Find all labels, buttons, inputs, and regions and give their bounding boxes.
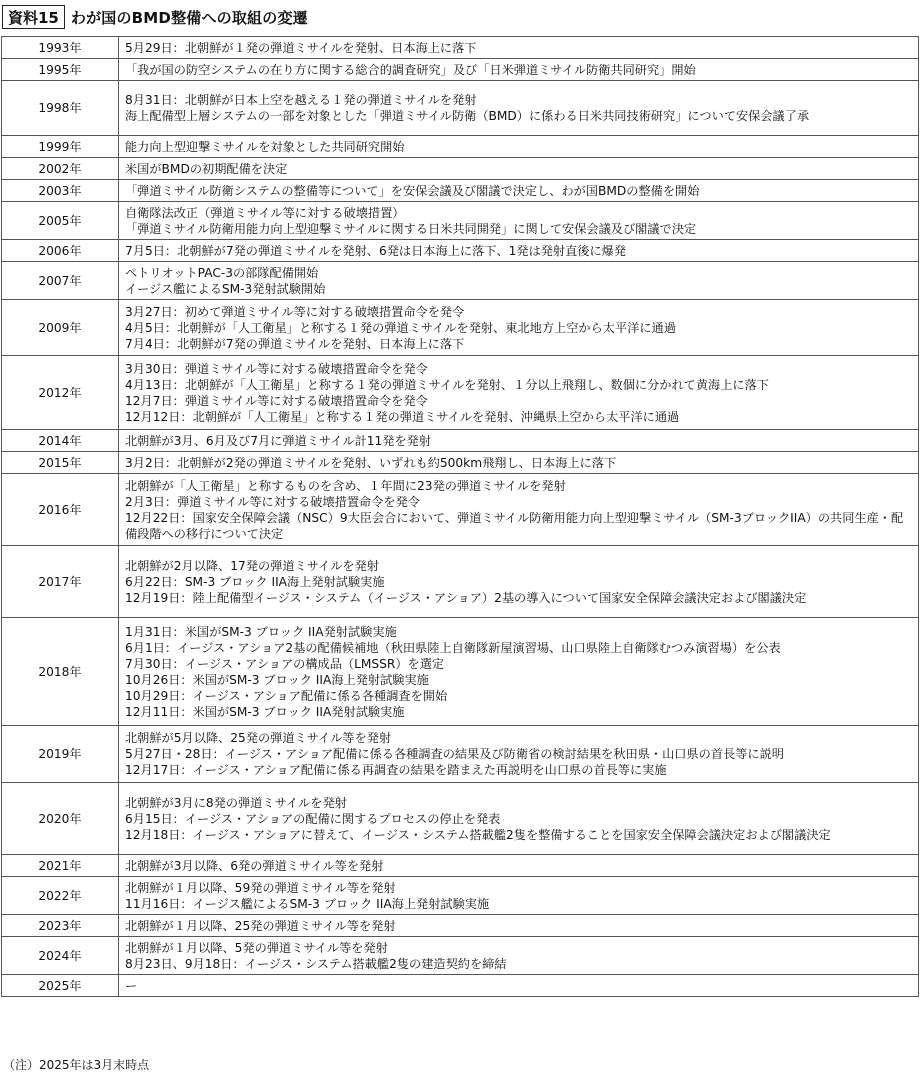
event-line: 12月12日：北朝鮮が「人工衛星」と称する１発の弾道ミサイルを発射、沖縄県上空から太平洋に通過	[125, 409, 680, 424]
event-line: 10月29日：イージス・アショア配備に係る各種調査を開始	[125, 688, 448, 703]
table-row	[2, 300, 919, 356]
year-cell: 2006年	[2, 240, 119, 262]
event-line: 北朝鮮が「人工衛星」と称するものを含め、１年間に23発の弾道ミサイルを発射	[125, 478, 566, 493]
event-line: 1月31日：米国がSM-3 ブロック IIA発射試験実施	[125, 624, 397, 639]
table-row	[2, 136, 919, 158]
event-line: ペトリオットPAC-3の部隊配備開始	[125, 265, 319, 280]
event-cell	[119, 915, 919, 937]
event-line: 北朝鮮が5月以降、25発の弾道ミサイル等を発射	[125, 731, 392, 745]
table-row	[2, 937, 919, 975]
event-line: 6月15日：イージス・アショアの配備に関するプロセスの停止を発表	[125, 811, 501, 826]
event-line: 7月30日：イージス・アショアの構成品（LMSSR）を選定	[125, 656, 445, 671]
event-line: 3月2日：北朝鮮が2発の弾道ミサイルを発射、いずれも約500km飛翔し、日本海上に落下	[125, 455, 617, 470]
event-line: 12月22日：国家安全保障会議（NSC）9大臣会合において、弾道ミサイル防衛用能力向上型迎撃ミサイル（SM-3ブロックIIA）の共同生産・配備段階への移行について決定	[125, 510, 904, 541]
table-row	[2, 180, 919, 202]
document-badge: 資料15	[2, 5, 65, 29]
event-cell	[119, 430, 919, 452]
header	[2, 4, 308, 30]
table-row	[2, 158, 919, 180]
table-row	[2, 783, 919, 855]
table-row	[2, 37, 919, 59]
event-cell	[119, 546, 919, 618]
year-cell: 2024年	[2, 937, 119, 975]
event-line: 8月23日、9月18日：イージス・システム搭載艦2隻の建造契約を締結	[125, 956, 507, 971]
event-cell	[119, 783, 919, 855]
event-cell	[119, 474, 919, 546]
table-row	[2, 202, 919, 240]
year-cell: 2015年	[2, 452, 119, 474]
event-line: 4月5日：北朝鮮が「人工衛星」と称する１発の弾道ミサイルを発射、東北地方上空から太平洋に通過	[125, 320, 676, 335]
event-cell	[119, 158, 919, 180]
year-cell: 2002年	[2, 158, 119, 180]
year-cell: 2022年	[2, 877, 119, 915]
event-line: 8月31日：北朝鮮が日本上空を越える１発の弾道ミサイルを発射	[125, 93, 477, 107]
table-row	[2, 855, 919, 877]
event-line: 北朝鮮が3月以降、6発の弾道ミサイル等を発射	[125, 858, 384, 873]
history-table	[1, 36, 919, 997]
event-line: 12月11日：米国がSM-3 ブロック IIA発射試験実施	[125, 704, 405, 719]
year-cell: 2005年	[2, 202, 119, 240]
event-cell	[119, 452, 919, 474]
event-line: 10月26日：米国がSM-3 ブロック IIA海上発射試験実施	[125, 672, 429, 687]
event-line: 「弾道ミサイル防衛システムの整備等について」を安保会議及び閣議で決定し、わが国BMDの整備を開始	[125, 183, 700, 198]
year-cell: 1993年	[2, 37, 119, 59]
event-line: 12月7日：弾道ミサイル等に対する破壊措置命令を発令	[125, 393, 428, 408]
table-row	[2, 262, 919, 300]
event-line: 12月19日：陸上配備型イージス・システム（イージス・アショア）2基の導入について国家安全保障会議決定および閣議決定	[125, 590, 807, 605]
event-line: 12月18日：イージス・アショアに替えて、イージス・システム搭載艦2隻を整備することを国家安全保障会議決定および閣議決定	[125, 827, 831, 842]
event-line: 北朝鮮が１月以降、5発の弾道ミサイル等を発射	[125, 940, 388, 955]
event-line: 能力向上型迎撃ミサイルを対象とした共同研究開始	[125, 139, 405, 154]
event-line: 11月16日：イージス艦によるSM-3 ブロック IIA海上発射試験実施	[125, 896, 490, 911]
table-row	[2, 59, 919, 81]
event-line: 北朝鮮が2月以降、17発の弾道ミサイルを発射	[125, 558, 379, 573]
event-cell	[119, 81, 919, 136]
event-cell	[119, 180, 919, 202]
year-cell: 2012年	[2, 356, 119, 430]
event-line: 「弾道ミサイル防衛用能力向上型迎撃ミサイルに関する日米共同開発」に関して安保会議及び閣議で決定	[125, 221, 697, 236]
event-cell	[119, 356, 919, 430]
table-row	[2, 240, 919, 262]
event-cell	[119, 877, 919, 915]
event-cell	[119, 937, 919, 975]
year-cell: 2016年	[2, 474, 119, 546]
event-cell	[119, 240, 919, 262]
event-line: 7月5日：北朝鮮が7発の弾道ミサイルを発射、6発は日本海上に落下、1発は発射直後に爆発	[125, 243, 627, 258]
event-line: ー	[125, 978, 138, 993]
table-row	[2, 618, 919, 726]
year-cell: 2014年	[2, 430, 119, 452]
year-cell: 2019年	[2, 726, 119, 783]
year-cell: 2025年	[2, 975, 119, 997]
table-row	[2, 546, 919, 618]
event-line: イージス艦によるSM-3発射試験開始	[125, 281, 326, 296]
event-line: 3月27日：初めて弾道ミサイル等に対する破壊措置命令を発令	[125, 304, 465, 319]
year-cell: 2009年	[2, 300, 119, 356]
year-cell: 2020年	[2, 783, 119, 855]
event-line: 6月22日：SM-3 ブロック IIA海上発射試験実施	[125, 574, 385, 589]
event-line: 6月1日：イージス・アショア2基の配備候補地（秋田県陸上自衛隊新屋演習場、山口県陸上自衛隊むつみ演習場）を公表	[125, 640, 781, 655]
event-cell	[119, 975, 919, 997]
footnote: （注）2025年は3月末時点	[3, 1058, 150, 1072]
event-line: 4月13日：北朝鮮が「人工衛星」と称する１発の弾道ミサイルを発射、１分以上飛翔し、数個に分かれて黄海上に落下	[125, 377, 769, 392]
event-line: 米国がBMDの初期配備を決定	[125, 161, 288, 176]
year-cell: 2023年	[2, 915, 119, 937]
event-line: 12月17日：イージス・アショア配備に係る再調査の結果を踏まえた再説明を山口県の首長等に実施	[125, 763, 667, 777]
event-line: 5月27日・28日：イージス・アショア配備に係る各種調査の結果及び防衛省の検討結果を秋田県・山口県の首長等に説明	[125, 747, 784, 761]
year-cell: 1999年	[2, 136, 119, 158]
event-cell	[119, 726, 919, 783]
event-cell	[119, 59, 919, 81]
event-line: 自衛隊法改正（弾道ミサイル等に対する破壊措置）	[125, 205, 405, 220]
event-cell	[119, 202, 919, 240]
table-row	[2, 356, 919, 430]
year-cell: 2003年	[2, 180, 119, 202]
year-cell: 1995年	[2, 59, 119, 81]
event-line: 海上配備型上層システムの一部を対象とした「弾道ミサイル防衛（BMD）に係わる日米共同技術研究」について安保会議了承	[125, 109, 810, 123]
year-cell: 2017年	[2, 546, 119, 618]
event-line: 2月3日：弾道ミサイル等に対する破壊措置命令を発令	[125, 494, 420, 509]
event-line: 5月29日：北朝鮮が１発の弾道ミサイルを発射、日本海上に落下	[125, 40, 477, 55]
event-line: 北朝鮮が１月以降、59発の弾道ミサイル等を発射	[125, 880, 396, 895]
table-row	[2, 726, 919, 783]
event-cell	[119, 262, 919, 300]
event-line: 7月4日：北朝鮮が7発の弾道ミサイルを発射、日本海上に落下	[125, 336, 465, 351]
table-row	[2, 915, 919, 937]
event-cell	[119, 300, 919, 356]
year-cell: 2021年	[2, 855, 119, 877]
year-cell: 2007年	[2, 262, 119, 300]
table-row	[2, 452, 919, 474]
event-cell	[119, 855, 919, 877]
event-line: 北朝鮮が１月以降、25発の弾道ミサイル等を発射	[125, 918, 396, 933]
year-cell: 2018年	[2, 618, 119, 726]
event-line: 3月30日：弾道ミサイル等に対する破壊措置命令を発令	[125, 361, 428, 376]
event-cell	[119, 618, 919, 726]
event-line: 北朝鮮が3月、6月及び7月に弾道ミサイル計11発を発射	[125, 433, 432, 448]
event-cell	[119, 37, 919, 59]
table-row	[2, 474, 919, 546]
table-row	[2, 81, 919, 136]
table-row	[2, 975, 919, 997]
event-line: 北朝鮮が3月に8発の弾道ミサイルを発射	[125, 795, 347, 810]
page-title: わが国のBMD整備への取組の変遷	[70, 8, 308, 27]
event-cell	[119, 136, 919, 158]
table-row	[2, 430, 919, 452]
event-line: 「我が国の防空システムの在り方に関する総合的調査研究」及び「日米弾道ミサイル防衛共同研究」開始	[125, 62, 696, 77]
year-cell: 1998年	[2, 81, 119, 136]
table-row	[2, 877, 919, 915]
